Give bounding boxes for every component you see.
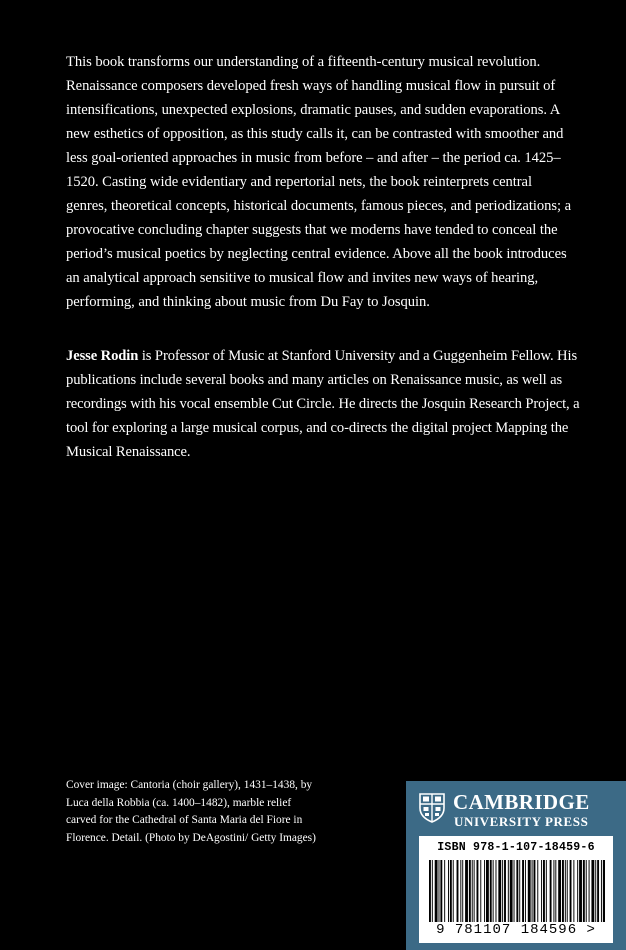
barcode-bar [493,860,494,922]
publisher-panel [406,781,626,950]
barcode-bar [472,860,473,922]
barcode-bar [573,860,574,922]
barcode-bar [510,860,513,922]
barcode-bar [496,860,497,922]
barcode-bar [453,860,454,922]
barcode-bar [522,860,524,922]
barcode-bar [514,860,515,922]
publisher-subname: UNIVERSITY PRESS [454,814,589,829]
barcode-bar [597,860,599,922]
barcode-bar [448,860,449,922]
barcode-bar [460,860,461,922]
barcode-bar [444,860,445,922]
barcode-bar [543,860,545,922]
barcode-bar [508,860,509,922]
barcode-bar [490,860,492,922]
barcode-bar [486,860,489,922]
barcode-bar [558,860,561,922]
barcode-bar [528,860,531,922]
barcode-bar [603,860,605,922]
barcode-bar [484,860,485,922]
barcode-bar [591,860,594,922]
barcode-bar [429,860,431,922]
barcode-bar [534,860,536,922]
cover-image-credit: Cover image: Cantoria (choir gallery), 1431–1438, by Luca della Robbia (ca. 1400–1482), marble relief carved for the Cathedral of Santa Maria del Fiore in Florence. Detail. (Photo by DeAgostini/ Getty Images) [66,779,316,844]
barcode-bar [595,860,596,922]
barcode-bar [555,860,556,922]
barcode-bar [537,860,538,922]
barcode-bar [480,860,481,922]
barcode-bar [432,860,433,922]
barcode-bar [550,860,552,922]
barcode-bar [502,860,503,922]
barcode-bar [450,860,452,922]
cambridge-shield-icon [419,793,445,823]
author-name: Jesse Rodin [66,348,139,364]
barcode-bar [589,860,590,922]
barcode-bar [546,860,547,922]
barcode-bar [516,860,518,922]
barcode-bar [570,860,572,922]
barcode-bar [519,860,520,922]
barcode-digits: 9 781107 184596 > [436,922,596,938]
barcode-bar [462,860,463,922]
barcode-bar [579,860,582,922]
barcode-bar [440,860,442,922]
barcode-bar [567,860,568,922]
barcode-bar [583,860,585,922]
barcode-bar [577,860,578,922]
author-bio-text: is Professor of Music at Stanford University and a Guggenheim Fellow. His publications include several books and many articles on Renaissance music, as well as recordings with his vocal ensemble Cut Circle. He directs the Josquin Research Project, a tool for exploring a large musical corpus, and co-directs the digital project Mapping the Musical Renaissance. [66,348,580,460]
isbn-label: ISBN 978-1-107-18459-6 [437,841,595,854]
barcode-bar [504,860,506,922]
barcode-bar [562,860,564,922]
author-bio [66,344,586,464]
barcode-bar [525,860,526,922]
barcode-bar [477,860,479,922]
barcode-bar [498,860,501,922]
publisher-name: CAMBRIDGE [453,790,590,814]
barcode-bar [465,860,468,922]
barcode-bar [601,860,602,922]
barcode-bars [427,860,605,922]
barcode-bar [439,860,440,922]
barcode-bar [469,860,471,922]
barcode-bar [553,860,554,922]
barcode-bar [474,860,475,922]
isbn-barcode [419,836,613,943]
barcode-bar [435,860,438,922]
book-description: This book transforms our understanding of a fifteenth-century musical revolution. Renaissance composers developed fresh ways of handling musical flow in pursuit of intensifications, unexpected explosions, dramatic pauses, and sudden evaporations. A new esthetics of opposition, as this study calls it, can be contrasted with smoother and less goal-oriented approaches in music from before – and after – the period ca. 1425–1520. Casting wide evidentiary and repertorial nets, the book reinterprets central genres, theoretical concepts, historical documents, famous pieces, and periodizations; a provocative concluding chapter suggests that we moderns have tended to conceal the period’s musical poetics by neglecting central evidence. Above all the book introduces an analytical approach sensitive to musical flow and invites new ways of hearing, performing, and thinking about music from Du Fay to Josquin. [66,54,571,310]
barcode-bar [541,860,542,922]
barcode-bar [532,860,533,922]
barcode-bar [586,860,587,922]
barcode-bar [457,860,459,922]
barcode-bar [565,860,566,922]
